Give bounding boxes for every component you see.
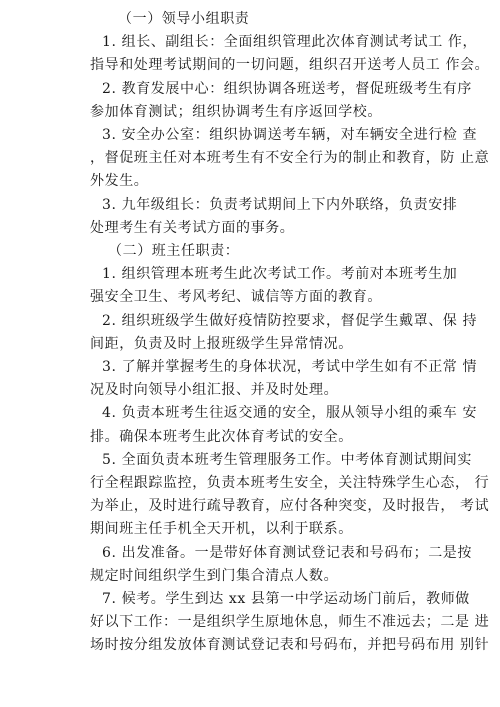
paragraph-line: 场时按分组发放体育测试登记表和号码布，并把号码布用 别针 [90, 637, 490, 654]
paragraph-education-center-duties [90, 78, 473, 124]
document-page [90, 8, 490, 658]
paragraph-line: 行全程跟踪监控，负责本班考生安全，关注特殊学生心态， 行 [90, 475, 490, 492]
paragraph-line: 3. 九年级组长：负责考试期间上下内外联络，负责安排 [102, 196, 458, 213]
paragraph-transport-safety [90, 402, 478, 448]
paragraph-line: 好以下工作：一是组织学生原地休息，师生不准远去；二是 进 [90, 614, 490, 631]
paragraph-class-management [90, 263, 458, 309]
paragraph-line: 处理考生有关考试方面的事务。 [90, 219, 295, 236]
paragraph-line: 指导和处理考试期间的一切问题，组织召开送考人员工 作会。 [90, 57, 490, 74]
paragraph-line: 强安全卫生、考风考纪、诚信等方面的教育。 [90, 289, 382, 306]
paragraph-line: 况及时向领导小组汇报、并及时处理。 [90, 382, 339, 399]
paragraph-line: 规定时间组织学生到门集合清点人数。 [90, 567, 339, 584]
paragraph-line: 5. 全面负责本班考生管理服务工作。中考体育测试期间实 [102, 451, 473, 468]
paragraph-line: 为举止，及时进行疏导教育，应付各种突变，及时报告， 考试 [90, 498, 490, 515]
paragraph-health-status [90, 356, 478, 402]
paragraph-line: 4. 负责本班考生往返交通的安全，服从领导小组的乘车 安 [102, 405, 478, 422]
paragraph-line: 期间班主任手机全天开机，以利于联系。 [90, 521, 353, 538]
paragraph-line: 1. 组织管理本班考生此次考试工作。考前对本班考生加 [102, 266, 458, 283]
paragraph-waiting-exam [90, 588, 490, 658]
paragraph-line: 6. 出发准备。一是带好体育测试登记表和号码布；二是按 [102, 544, 473, 561]
paragraph-service-management [90, 449, 490, 542]
paragraph-line: 7. 候考。学生到达 xx 县第一中学运动场门前后，教师做 [102, 591, 470, 608]
paragraph-line: 2. 教育发展中心：组织协调各班送考，督促班级考生有序 [102, 80, 473, 97]
paragraph-leader-duties [90, 31, 490, 77]
paragraph-line: 间距，负责及时上报班级学生异常情况。 [90, 335, 353, 352]
paragraph-safety-office-duties [90, 124, 490, 194]
paragraph-line: 3. 了解并掌握考生的身体状况，考试中学生如有不正常 情 [102, 359, 478, 376]
paragraph-line: 参加体育测试；组织协调考生有序返回学校。 [90, 103, 382, 120]
section-heading-leadership: （一）领导小组职责 [118, 11, 250, 27]
section-heading-class-teacher: （二）班主任职责： [108, 243, 240, 260]
paragraph-epidemic-control [90, 310, 478, 356]
paragraph-line: 外发生。 [90, 173, 149, 190]
paragraph-line: ，督促班主任对本班考生有不安全行为的制止和教育，防 止意 [90, 150, 490, 167]
paragraph-line: 2. 组织班级学生做好疫情防控要求，督促学生戴罩、保 持 [102, 312, 478, 329]
paragraph-departure-preparation [90, 542, 473, 588]
paragraph-line: 排。确保本班考生此次体育考试的安全。 [90, 428, 353, 445]
paragraph-line: 3. 安全办公室：组织协调送考车辆，对车辆安全进行检 查 [102, 127, 478, 144]
paragraph-grade-leader-duties [90, 194, 458, 240]
paragraph-line: 1. 组长、副组长：全面组织管理此次体育测试考试工 作， [102, 34, 478, 51]
